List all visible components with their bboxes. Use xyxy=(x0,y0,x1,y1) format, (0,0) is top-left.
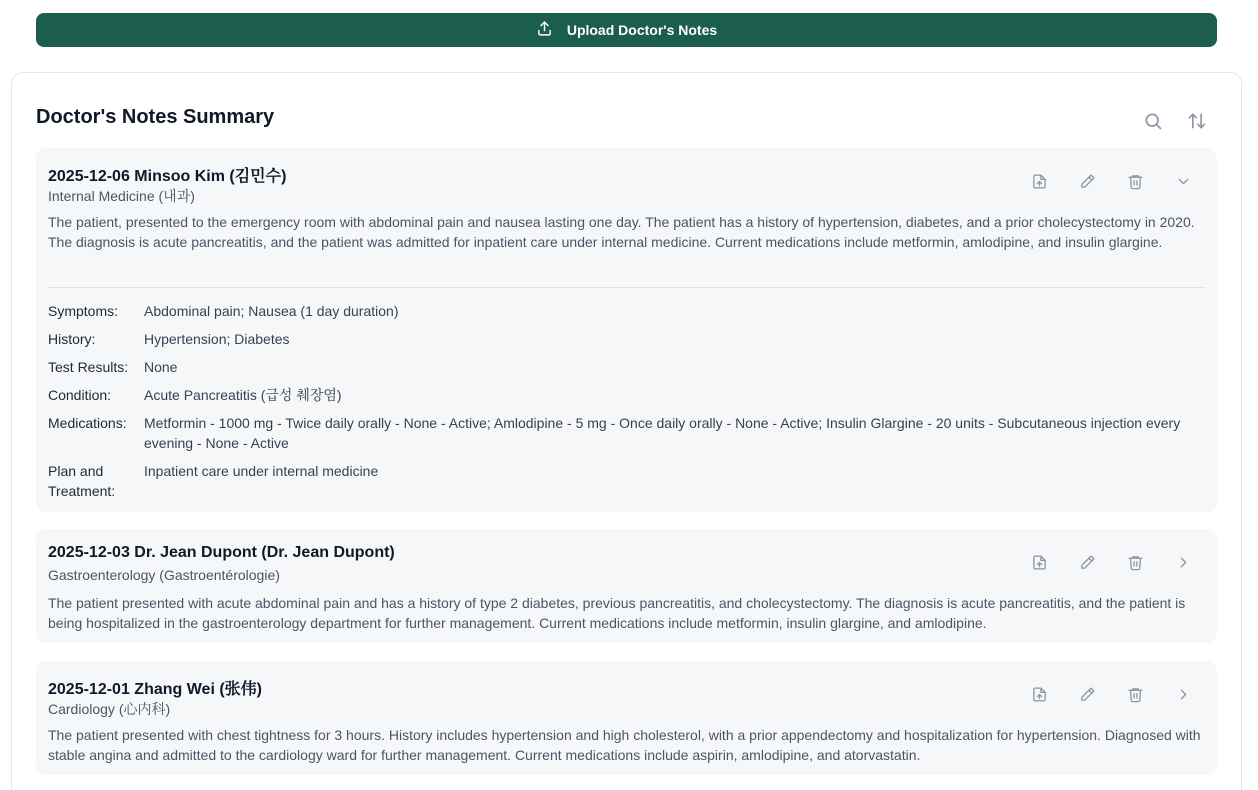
edit-note-button[interactable] xyxy=(1078,172,1096,190)
collapse-note-button[interactable] xyxy=(1174,172,1192,190)
detail-value: Acute Pancreatitis (급성 췌장염) xyxy=(144,387,342,403)
detail-row-symptoms xyxy=(48,301,1208,321)
edit-note-button[interactable] xyxy=(1078,553,1096,571)
detail-label: History: xyxy=(48,331,96,347)
detail-label: Medications: xyxy=(48,415,127,431)
note-title: 2025-12-03 Dr. Jean Dupont (Dr. Jean Dupont) xyxy=(48,544,395,561)
note-details xyxy=(48,301,1208,509)
detail-row-test-results xyxy=(48,357,1208,377)
detail-label: Condition: xyxy=(48,387,112,403)
pencil-icon xyxy=(1079,554,1096,571)
chevron-down-icon xyxy=(1175,173,1192,190)
doctors-notes-panel xyxy=(11,72,1242,790)
note-summary: The patient presented with chest tightness for 3 hours. History includes hypertension and high cholesterol, with a prior appendectomy and hospitalization for hypertension. Diagnosed with stable angina and admitted to the cardiology ward for further management. Current medications include aspirin, amlodipine, and atorvastatin. xyxy=(48,727,1201,763)
note-divider xyxy=(48,287,1205,288)
upload-button-label: Upload Doctor's Notes xyxy=(566,22,718,38)
upload-icon xyxy=(536,20,553,40)
chevron-right-icon xyxy=(1175,686,1192,703)
trash-icon xyxy=(1127,686,1144,703)
search-button[interactable] xyxy=(1142,110,1164,132)
upload-doctors-notes-button[interactable] xyxy=(36,13,1217,47)
edit-note-button[interactable] xyxy=(1078,685,1096,703)
pencil-icon xyxy=(1079,173,1096,190)
file-upload-icon xyxy=(1031,173,1048,190)
sort-arrows-icon xyxy=(1187,111,1207,131)
trash-icon xyxy=(1127,554,1144,571)
delete-note-button[interactable] xyxy=(1126,172,1144,190)
expand-note-button[interactable] xyxy=(1174,553,1192,571)
detail-row-plan xyxy=(48,461,1208,501)
note-title: 2025-12-06 Minsoo Kim (김민수) xyxy=(48,168,287,185)
sort-button[interactable] xyxy=(1186,110,1208,132)
file-upload-icon xyxy=(1031,554,1048,571)
pencil-icon xyxy=(1079,686,1096,703)
detail-label: Symptoms: xyxy=(48,303,119,319)
expand-note-button[interactable] xyxy=(1174,685,1192,703)
file-upload-icon xyxy=(1031,686,1048,703)
note-actions xyxy=(1030,685,1192,703)
detail-value: None xyxy=(144,359,178,375)
detail-row-history xyxy=(48,329,1208,349)
note-card[interactable] xyxy=(36,148,1217,512)
trash-icon xyxy=(1127,173,1144,190)
search-icon xyxy=(1143,111,1163,131)
detail-value: Hypertension; Diabetes xyxy=(144,331,290,347)
note-card[interactable] xyxy=(36,529,1217,643)
detail-label: Test Results: xyxy=(48,359,129,375)
note-actions xyxy=(1030,553,1192,571)
note-department: Cardiology (心内科) xyxy=(48,701,171,717)
export-note-button[interactable] xyxy=(1030,685,1048,703)
detail-row-medications xyxy=(48,413,1208,453)
detail-row-condition xyxy=(48,385,1208,405)
chevron-right-icon xyxy=(1175,554,1192,571)
note-department: Internal Medicine (내과) xyxy=(48,188,195,204)
note-actions xyxy=(1030,172,1192,190)
note-summary: The patient, presented to the emergency room with abdominal pain and nausea lasting one day. The patient has a history of hypertension, diabetes, and a prior cholecystectomy in 2020. The diagnosis is acute pancreatitis, and the patient was admitted for inpatient care under internal medicine. Current medications include metformin, amlodipine, and insulin glargine. xyxy=(48,214,1195,250)
detail-label: Plan and Treatment: xyxy=(48,463,116,499)
panel-title: Doctor's Notes Summary xyxy=(36,106,275,128)
note-card[interactable] xyxy=(36,661,1217,775)
export-note-button[interactable] xyxy=(1030,553,1048,571)
detail-value: Inpatient care under internal medicine xyxy=(144,463,379,479)
detail-value: Abdominal pain; Nausea (1 day duration) xyxy=(144,303,399,319)
detail-value: Metformin - 1000 mg - Twice daily orally - None - Active; Amlodipine - 5 mg - Once daily orally - None - Active; Insulin Glargine - 20 units - Subcutaneous injection every evening - None - Active xyxy=(144,415,1181,451)
delete-note-button[interactable] xyxy=(1126,685,1144,703)
note-department: Gastroenterology (Gastroentérologie) xyxy=(48,567,280,583)
panel-toolbar xyxy=(1142,110,1208,132)
note-summary: The patient presented with acute abdominal pain and has a history of type 2 diabetes, previous pancreatitis, and cholecystectomy. The diagnosis is acute pancreatitis, and the patient is being hospitalized in the gastroenterology department for further management. Current medications include metformin, insulin glargine, and amlodipine. xyxy=(48,595,1186,631)
note-title: 2025-12-01 Zhang Wei (张伟) xyxy=(48,681,262,698)
export-note-button[interactable] xyxy=(1030,172,1048,190)
delete-note-button[interactable] xyxy=(1126,553,1144,571)
